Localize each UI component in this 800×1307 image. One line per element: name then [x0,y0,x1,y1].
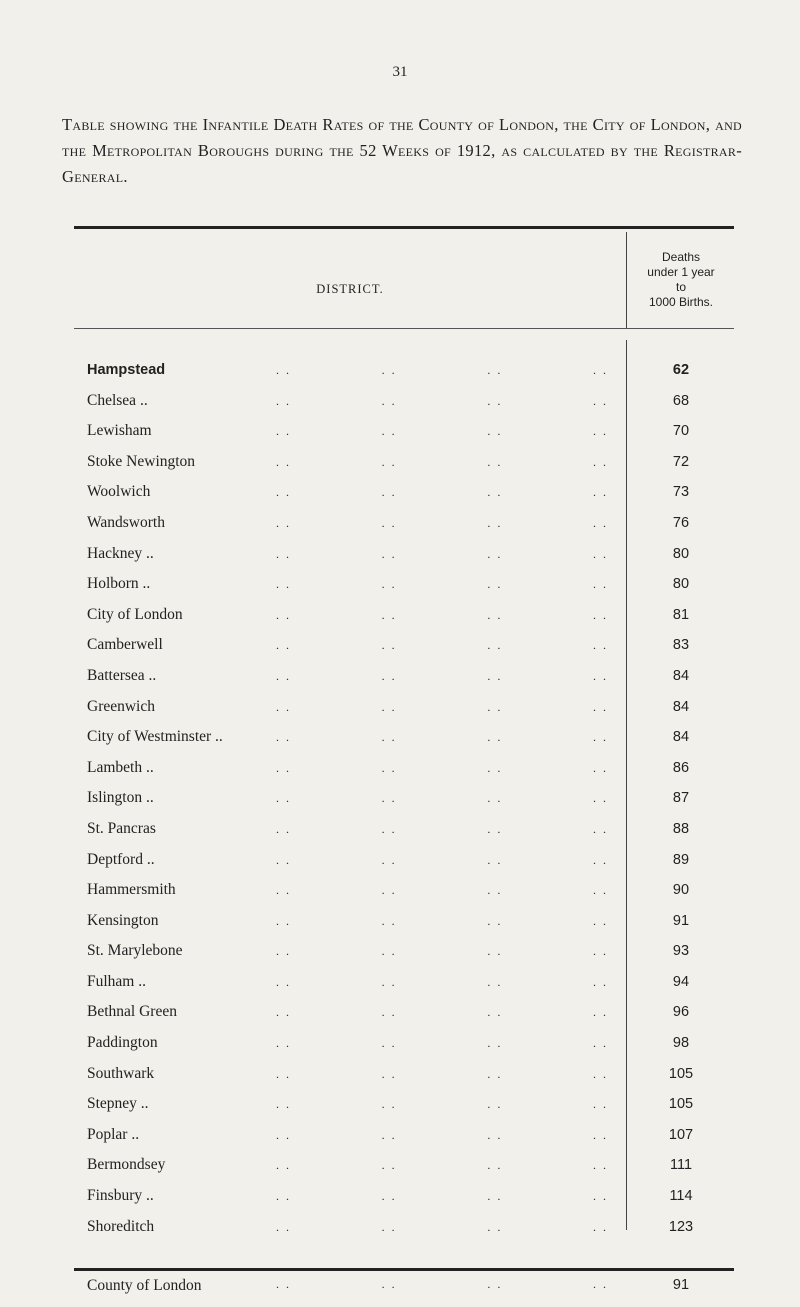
district-name: Holborn .. [87,575,151,593]
total-top-rule [74,1268,734,1271]
total-district-name: County of London [87,1277,202,1294]
leader-dots: . . . . . . . . [276,668,608,683]
death-rate-value: 91 [672,912,690,929]
district-name: Paddington [87,1034,158,1052]
header-bottom-rule [74,328,734,329]
district-name: St. Pancras [87,819,156,837]
leader-dots: . . . . . . . . [276,944,608,959]
table-row [0,1181,800,1212]
death-rate-value: 84 [672,729,690,746]
leader-dots: . . . . . . . . [276,1036,608,1051]
leader-dots: . . . . . . . . [276,577,608,592]
death-rate-value: 62 [672,362,690,378]
table-row [0,814,800,845]
death-rate-value: 88 [672,820,690,837]
death-rate-value: 114 [669,1188,693,1205]
death-rate-value: 83 [672,637,690,654]
death-rate-value: 70 [672,423,690,440]
leader-dots: . . . . . . . . [276,1189,608,1204]
death-rate-value: 84 [672,698,690,715]
total-row [0,1277,800,1307]
table-row [0,508,800,539]
table-row [0,1120,800,1151]
total-death-rate-value: 91 [672,1277,690,1293]
table-row [0,753,800,784]
death-rate-value: 89 [672,851,690,868]
district-name: Camberwell [87,636,163,654]
table-body [0,355,800,1242]
leader-dots: . . . . . . . . [276,363,608,377]
table-row [0,1059,800,1090]
table-row [0,1089,800,1120]
leader-dots: . . . . . . . . [276,424,608,439]
table-row [0,630,800,661]
district-name: Hampstead [87,362,166,378]
table-row [0,845,800,876]
leader-dots: . . . . . . . . [276,852,608,867]
district-name: Bethnal Green [87,1003,177,1021]
district-name: Kensington [87,911,159,929]
death-rate-value: 76 [672,514,690,531]
death-rate-value: 80 [672,545,690,562]
district-name: Shoreditch [87,1217,155,1235]
death-rate-value: 94 [672,973,690,990]
leader-dots: . . . . . . . . [276,760,608,775]
district-name: City of London [87,605,183,623]
death-rate-value: 73 [672,484,690,501]
leader-dots: . . . . . . . . [276,791,608,806]
table-row [0,600,800,631]
death-rate-value: 93 [672,943,690,960]
district-name: Wandsworth [87,513,165,531]
district-name: Stepney .. [87,1095,149,1113]
leader-dots: . . . . . . . . [276,485,608,500]
table-row [0,661,800,692]
leader-dots: . . . . . . . . [276,1158,608,1173]
death-rate-value: 105 [668,1096,694,1113]
table-row [0,447,800,478]
district-column-header: DISTRICT. [316,282,384,296]
district-name: Battersea .. [87,666,157,684]
leader-dots: . . . . . . . . [276,546,608,561]
death-rate-value: 72 [672,453,690,470]
death-rate-value: 87 [672,790,690,807]
table-row [0,1150,800,1181]
death-rate-value: 80 [672,576,690,593]
death-rate-value: 98 [672,1035,690,1052]
table-row [0,1212,800,1243]
leader-dots: . . . . . . . . [276,1005,608,1020]
district-name: Hackney .. [87,544,154,562]
leader-dots: . . . . . . . . [276,1066,608,1081]
leader-dots: . . . . . . . . [276,821,608,836]
table-row [0,997,800,1028]
district-name: Lambeth .. [87,758,154,776]
district-name: Lewisham [87,422,152,440]
deaths-column-header [628,250,734,310]
table-row [0,722,800,753]
table-row [0,355,800,386]
deaths-header-line-1: Deaths [661,250,701,264]
table-row [0,906,800,937]
leader-dots: . . . . . . . . [276,393,608,408]
district-name: Chelsea .. [87,391,148,409]
district-name: St. Marylebone [87,942,183,960]
deaths-header-line-4: 1000 Births. [648,295,714,309]
death-rate-value: 68 [672,392,690,409]
district-name: Deptford .. [87,850,155,868]
death-rate-value: 123 [668,1218,694,1235]
district-name: Stoke Newington [87,452,196,470]
leader-dots: . . . . . . . . [276,1277,608,1291]
death-rate-value: 107 [668,1126,694,1143]
district-name: Hammersmith [87,881,176,899]
leader-dots: . . . . . . . . [276,974,608,989]
district-name: Bermondsey [87,1156,166,1174]
leader-dots: . . . . . . . . [276,730,608,745]
leader-dots: . . . . . . . . [276,454,608,469]
table-title: Table showing the Infantile Death Rates of the County of London, the City of London, and the Metropolitan Boroughs during the 52 Weeks of 1912, as calculated by the Registrar-General. [62,115,742,186]
district-name: Woolwich [87,483,151,501]
table-row [0,875,800,906]
district-name: Southwark [87,1064,155,1082]
table-row [0,967,800,998]
death-rate-value: 96 [672,1004,690,1021]
table-row [0,783,800,814]
leader-dots: . . . . . . . . [276,883,608,898]
table-row [0,1028,800,1059]
death-rate-value: 84 [672,667,690,684]
death-rate-value: 81 [672,606,690,623]
table-row [0,936,800,967]
district-name: City of Westminster .. [87,728,223,746]
district-name: Islington .. [87,789,154,807]
table-row [0,539,800,570]
deaths-header-line-3: to [675,280,686,294]
leader-dots: . . . . . . . . [276,515,608,530]
table-row [0,569,800,600]
table-top-rule [74,226,734,229]
deaths-header-line-2: under 1 year [647,265,715,279]
district-name: Finsbury .. [87,1187,154,1205]
district-name: Fulham .. [87,972,146,990]
leader-dots: . . . . . . . . [276,1219,608,1234]
death-rate-value: 105 [668,1065,694,1082]
death-rate-value: 90 [672,882,690,899]
table-row [0,692,800,723]
death-rate-value: 86 [672,759,690,776]
table-row [0,477,800,508]
death-rate-value: 111 [669,1157,693,1174]
header-column-divider [626,232,627,328]
table-row [0,386,800,417]
district-name: Greenwich [87,697,155,715]
leader-dots: . . . . . . . . [276,607,608,622]
page-number: 31 [392,64,408,80]
leader-dots: . . . . . . . . [276,1127,608,1142]
leader-dots: . . . . . . . . [276,1097,608,1112]
table-row [0,416,800,447]
leader-dots: . . . . . . . . [276,699,608,714]
district-name: Poplar .. [87,1125,140,1143]
leader-dots: . . . . . . . . [276,638,608,653]
leader-dots: . . . . . . . . [276,913,608,928]
